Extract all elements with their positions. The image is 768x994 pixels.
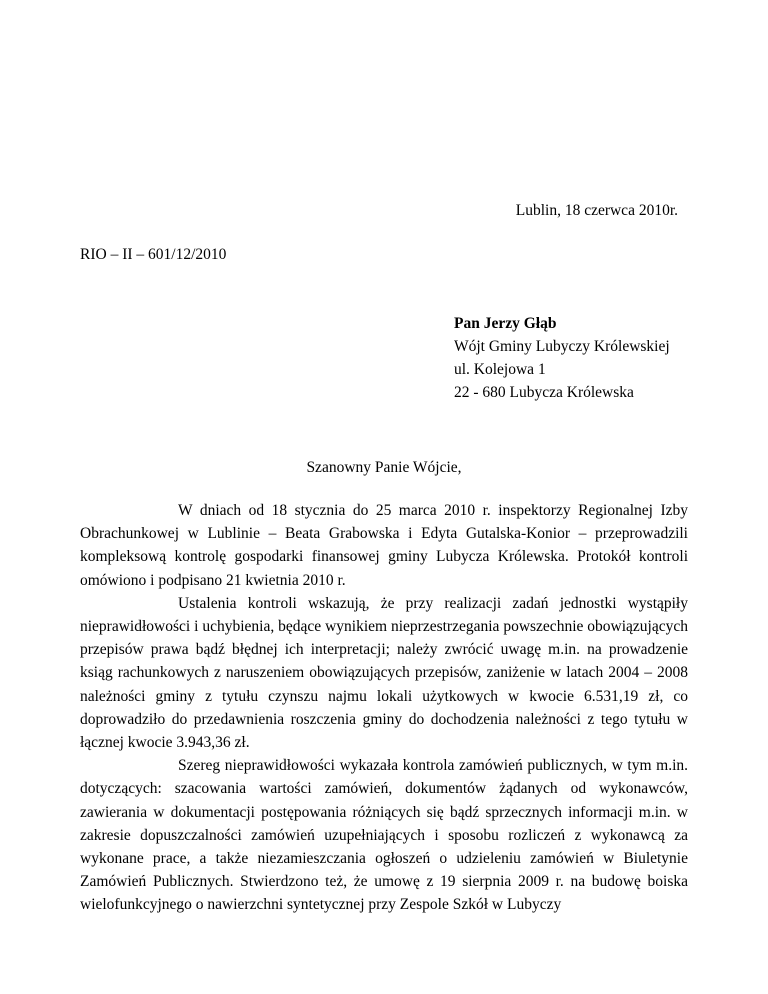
salutation: Szanowny Panie Wójcie,	[306, 459, 462, 476]
place-date: Lublin, 18 czerwca 2010r.	[515, 202, 678, 219]
recipient-postal: 22 - 680 Lubycza Królewska	[454, 384, 634, 401]
paragraph: Szereg nieprawidłowości wykazała kontrola zamówień publicznych, w tym m.in. dotyczących: szacowania wartości zamówień, dokumentów żądanych od wykonawców, zawierania w dokumentacji postępowania różniących się bądź sprzecznych informacji m.in. w zakresie dopuszczalności zamówień uzupełniających i sposobu rozliczeń z wykonawcą za wykonane prace, a także niezamieszczania ogłoszeń o udzieleniu zamówień w Biuletynie Zamówień Publicznych. Stwierdzono też, że umowę z 19 sierpnia 2009 r. na budowę boiska wielofunkcyjnego o nawierzchni syntetycznej przy Zespole Szkół w Lubyczy	[80, 757, 688, 914]
paragraph: Ustalenia kontroli wskazują, że przy realizacji zadań jednostki wystąpiły nieprawidłowości i uchybienia, będące wynikiem nieprzestrzegania powszechnie obowiązujących przepisów prawa bądź błędnej ich interpretacji; należy zwrócić uwagę m.in. na prowadzenie ksiąg rachunkowych z naruszeniem obowiązujących przepisów, zaniżenie w latach 2004 – 2008 należności gminy z tytułu czynszu najmu lokali użytkowych w kwocie 6.531,19 zł, co doprowadziło do przedawnienia roszczenia gminy do dochodzenia należności z tego tytułu w łącznej kwocie 3.943,36 zł.	[80, 594, 688, 752]
recipient-street: ul. Kolejowa 1	[454, 361, 546, 378]
recipient-address	[454, 312, 670, 404]
recipient-title: Wójt Gminy Lubyczy Królewskiej	[454, 338, 670, 355]
reference-number: RIO – II – 601/12/2010	[80, 246, 227, 263]
recipient-name: Pan Jerzy Głąb	[454, 315, 557, 332]
letter-body	[80, 499, 688, 917]
paragraph: W dniach od 18 stycznia do 25 marca 2010 r. inspektorzy Regionalnej Izby Obrachunkowej w Lublinie – Beata Grabowska i Edyta Gutalska-Konior – przeprowadzili kompleksową kontrolę gospodarki finansowej gminy Lubycza Królewska. Protokół kontroli omówiono i podpisano 21 kwietnia 2010 r.	[80, 502, 688, 589]
